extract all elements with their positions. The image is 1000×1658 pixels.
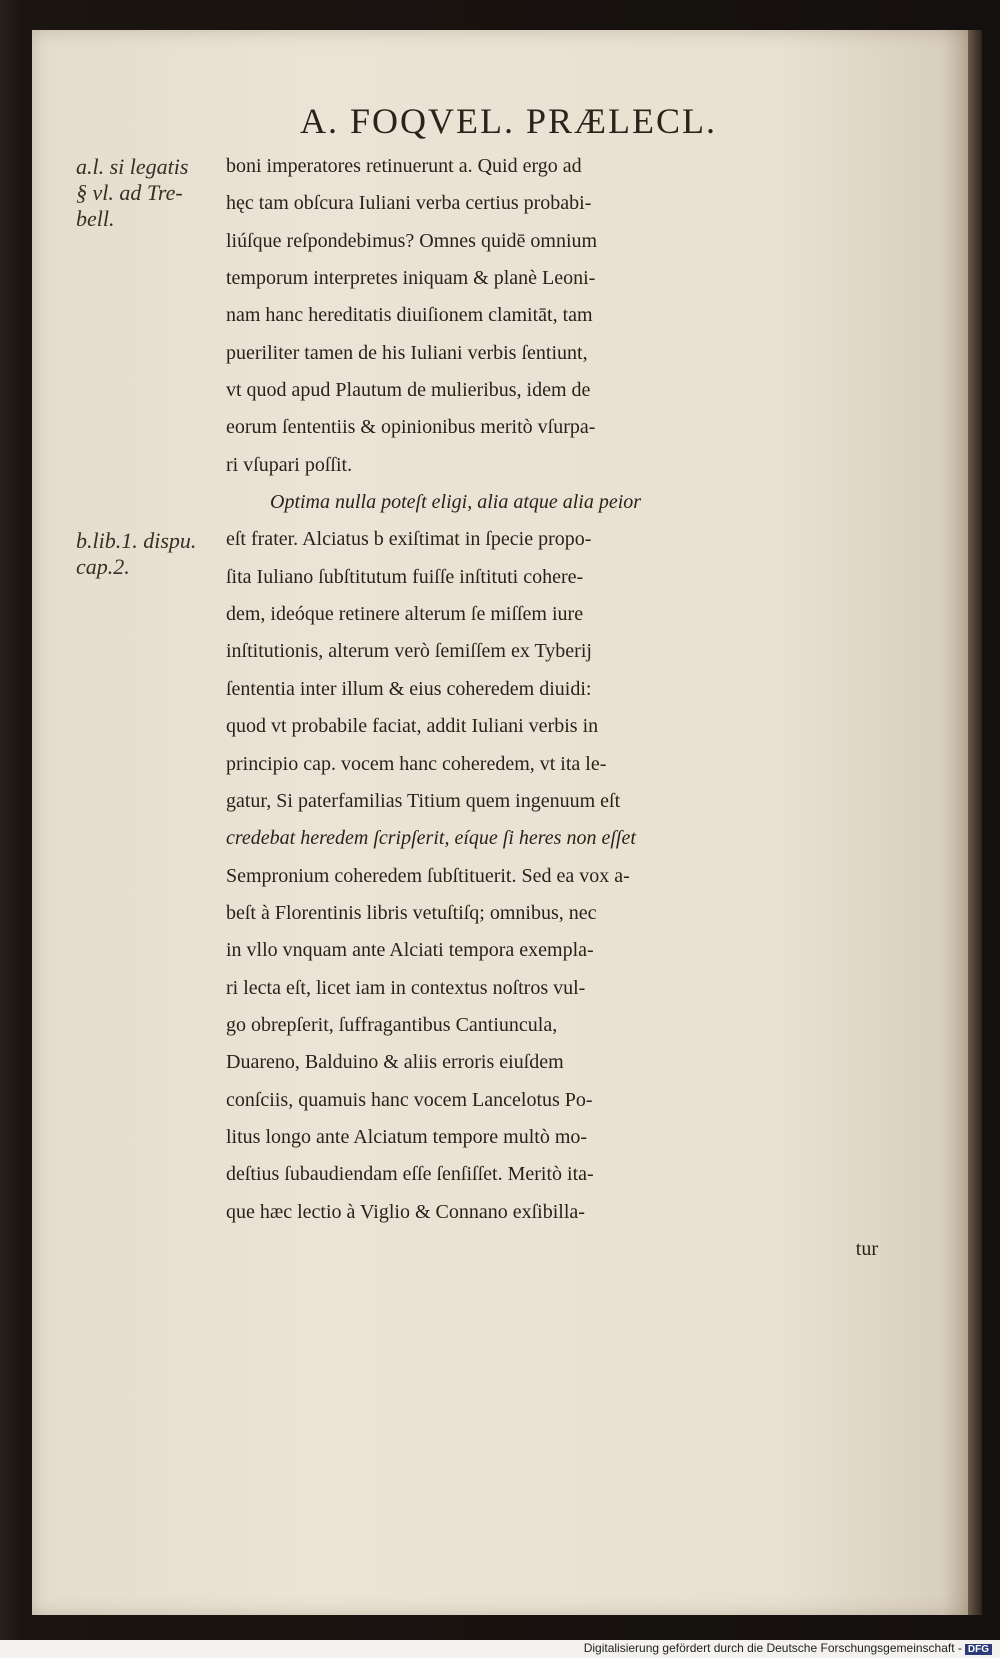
margin-note-line: bell. [76,206,115,231]
text-line: dem, ideóque retinere alterum ſe miſſem iure [226,603,584,626]
text-line: gatur, Si paterfamilias Titium quem ingenuum eſt [226,789,621,812]
dfg-logo-icon: DFG [965,1644,992,1655]
text-line: go obrepſerit, ſuffragantibus Cantiuncula, [226,1013,558,1036]
text-line-quotation: Optima nulla poteſt eligi, alia atque alia peior [270,491,642,514]
text-line: inſtitutionis, alterum verò ſemiſſem ex Tyberij [226,640,592,663]
text-line: ſententia inter illum & eius coheredem diuidi: [226,677,592,700]
text-line: temporum interpretes iniquam & planè Leoni- [226,267,596,290]
text-line-quotation: credebat heredem ſcripſerit, eíque ſi heres non eſſet [226,827,636,850]
text-line: liúſque reſpondebimus? Omnes quidē omnium [226,229,598,252]
text-line: Duareno, Balduino & aliis erroris eiuſdem [226,1051,564,1074]
text-line: ſita Iuliano ſubſtitutum fuiſſe inſtituti cohere- [226,565,584,588]
text-line: nam hanc hereditatis diuiſionem clamitāt, tam [226,304,593,327]
text-line: eorum ſententiis & opinionibus meritò vſurpa- [226,416,596,439]
margin-note-line: § vl. ad Tre- [76,180,183,205]
margin-note-a [76,154,188,232]
text-line: boni imperatores retinuerunt a. Quid ergo ad [226,155,582,177]
margin-note-b [76,528,196,580]
text-line: in vllo vnquam ante Alciati tempora exempla- [226,939,594,962]
margin-note-line: cap.2. [76,554,130,579]
funding-credit-text: Digitalisierung gefördert durch die Deutsche Forschungsgemeinschaft - [583,1641,962,1655]
text-line: ri lecta eſt, licet iam in contextus noſtros vul- [226,976,586,999]
margin-note-line: a.l. si legatis [76,154,189,179]
text-line: pueriliter tamen de his Iuliani verbis ſentiunt, [226,341,588,364]
text-line: deſtius ſubaudiendam eſſe ſenſiſſet. Meritò ita- [226,1163,594,1186]
margin-note-line: b.lib.1. dispu. [76,528,197,553]
text-line: principio cap. vocem hanc coheredem, vt ita le- [226,752,607,775]
text-line: ri vſupari poſſit. [226,453,353,476]
text-line: vt quod apud Plautum de mulieribus, idem de [226,379,591,402]
running-header: A. FOQVEL. PRÆLECL. [300,101,718,141]
body-text [226,148,946,1268]
text-line: conſciis, quamuis hanc vocem Lancelotus Po- [226,1088,593,1111]
catchword: tur [855,1237,878,1260]
text-line: hęc tam obſcura Iuliani verba certius probabi- [226,192,592,215]
text-line: Sempronium coheredem ſubſtituerit. Sed ea vox a- [226,864,630,887]
text-line: quod vt probabile faciat, addit Iuliani verbis in [226,715,599,738]
text-line: que hæc lectio à Viglio & Connano exſibilla- [226,1200,585,1223]
funding-credit [584,1641,992,1655]
text-line: eſt frater. Alciatus b exiſtimat in ſpecie propo- [226,528,592,551]
text-line: litus longo ante Alciatum tempore multò mo- [226,1125,588,1148]
text-line: beſt à Florentinis libris vetuſtiſq; omnibus, nec [226,901,597,924]
page-edge [968,30,982,1615]
